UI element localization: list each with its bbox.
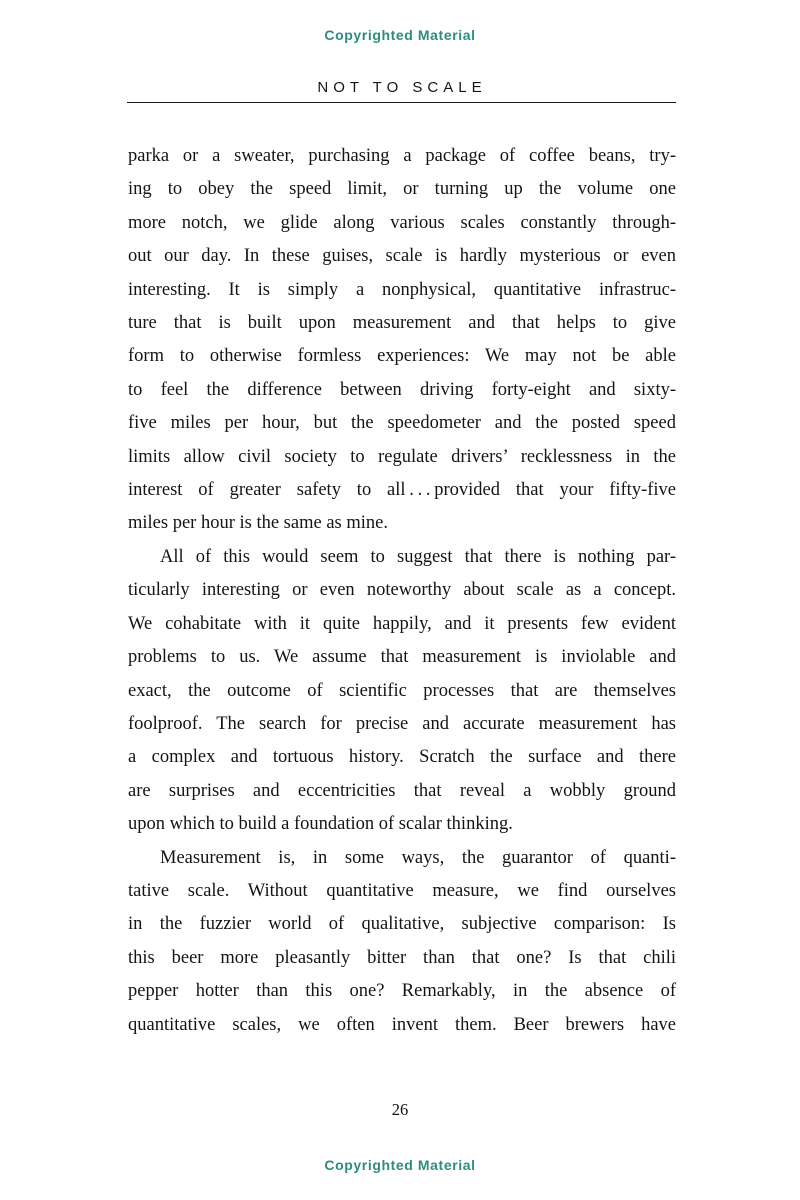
body-line: limits allow civil society to regulate drivers’ recklessness in the (128, 446, 676, 467)
body-line: form to otherwise formless experiences: We may not be able (128, 346, 676, 367)
body-line: ticularly interesting or even noteworthy about scale as a concept. (128, 580, 676, 601)
body-line: We cohabitate with it quite happily, and it presents few evident (128, 613, 676, 634)
copyright-notice-top: Copyrighted Material (324, 27, 476, 43)
body-line: this beer more pleasantly bitter than that one? Is that chili (128, 947, 676, 968)
body-line: parka or a sweater, purchasing a package of coffee beans, try- (128, 146, 676, 166)
body-line: in the fuzzier world of qualitative, subjective comparison: Is (128, 914, 676, 935)
body-line: upon which to build a foundation of scalar thinking. (128, 814, 513, 835)
body-line: more notch, we glide along various scales constantly through- (128, 212, 676, 233)
body-line: Measurement is, in some ways, the guarantor of quanti- (160, 847, 676, 868)
body-text (128, 140, 676, 1042)
copyright-notice-bottom: Copyrighted Material (324, 1157, 476, 1173)
header-rule (127, 102, 676, 103)
body-line: to feel the difference between driving forty-eight and sixty- (128, 379, 676, 400)
body-line: ing to obey the speed limit, or turning up the volume one (128, 179, 676, 200)
body-line: ture that is built upon measurement and that helps to give (128, 313, 676, 334)
body-line: problems to us. We assume that measurement is inviolable and (128, 647, 676, 668)
body-line: exact, the outcome of scientific processes that are themselves (128, 680, 676, 701)
body-line: a complex and tortuous history. Scratch the surface and there (128, 747, 676, 768)
body-line: pepper hotter than this one? Remarkably, in the absence of (128, 981, 676, 1002)
body-line: quantitative scales, we often invent them. Beer brewers have (128, 1014, 676, 1035)
body-line: All of this would seem to suggest that there is nothing par- (160, 546, 676, 567)
body-line: out our day. In these guises, scale is hardly mysterious or even (128, 246, 676, 267)
body-line: interest of greater safety to all . . . provided that your fifty-five (128, 480, 676, 501)
body-line: are surprises and eccentricities that reveal a wobbly ground (128, 780, 676, 801)
body-line: miles per hour is the same as mine. (128, 513, 388, 534)
running-head: NOT TO SCALE (317, 79, 487, 96)
body-line: five miles per hour, but the speedometer and the posted speed (128, 413, 676, 434)
body-line: interesting. It is simply a nonphysical, quantitative infrastruc- (128, 279, 676, 300)
page-number: 26 (391, 1100, 409, 1119)
body-line: foolproof. The search for precise and accurate measurement has (128, 713, 676, 734)
body-line: tative scale. Without quantitative measure, we find ourselves (128, 880, 676, 901)
